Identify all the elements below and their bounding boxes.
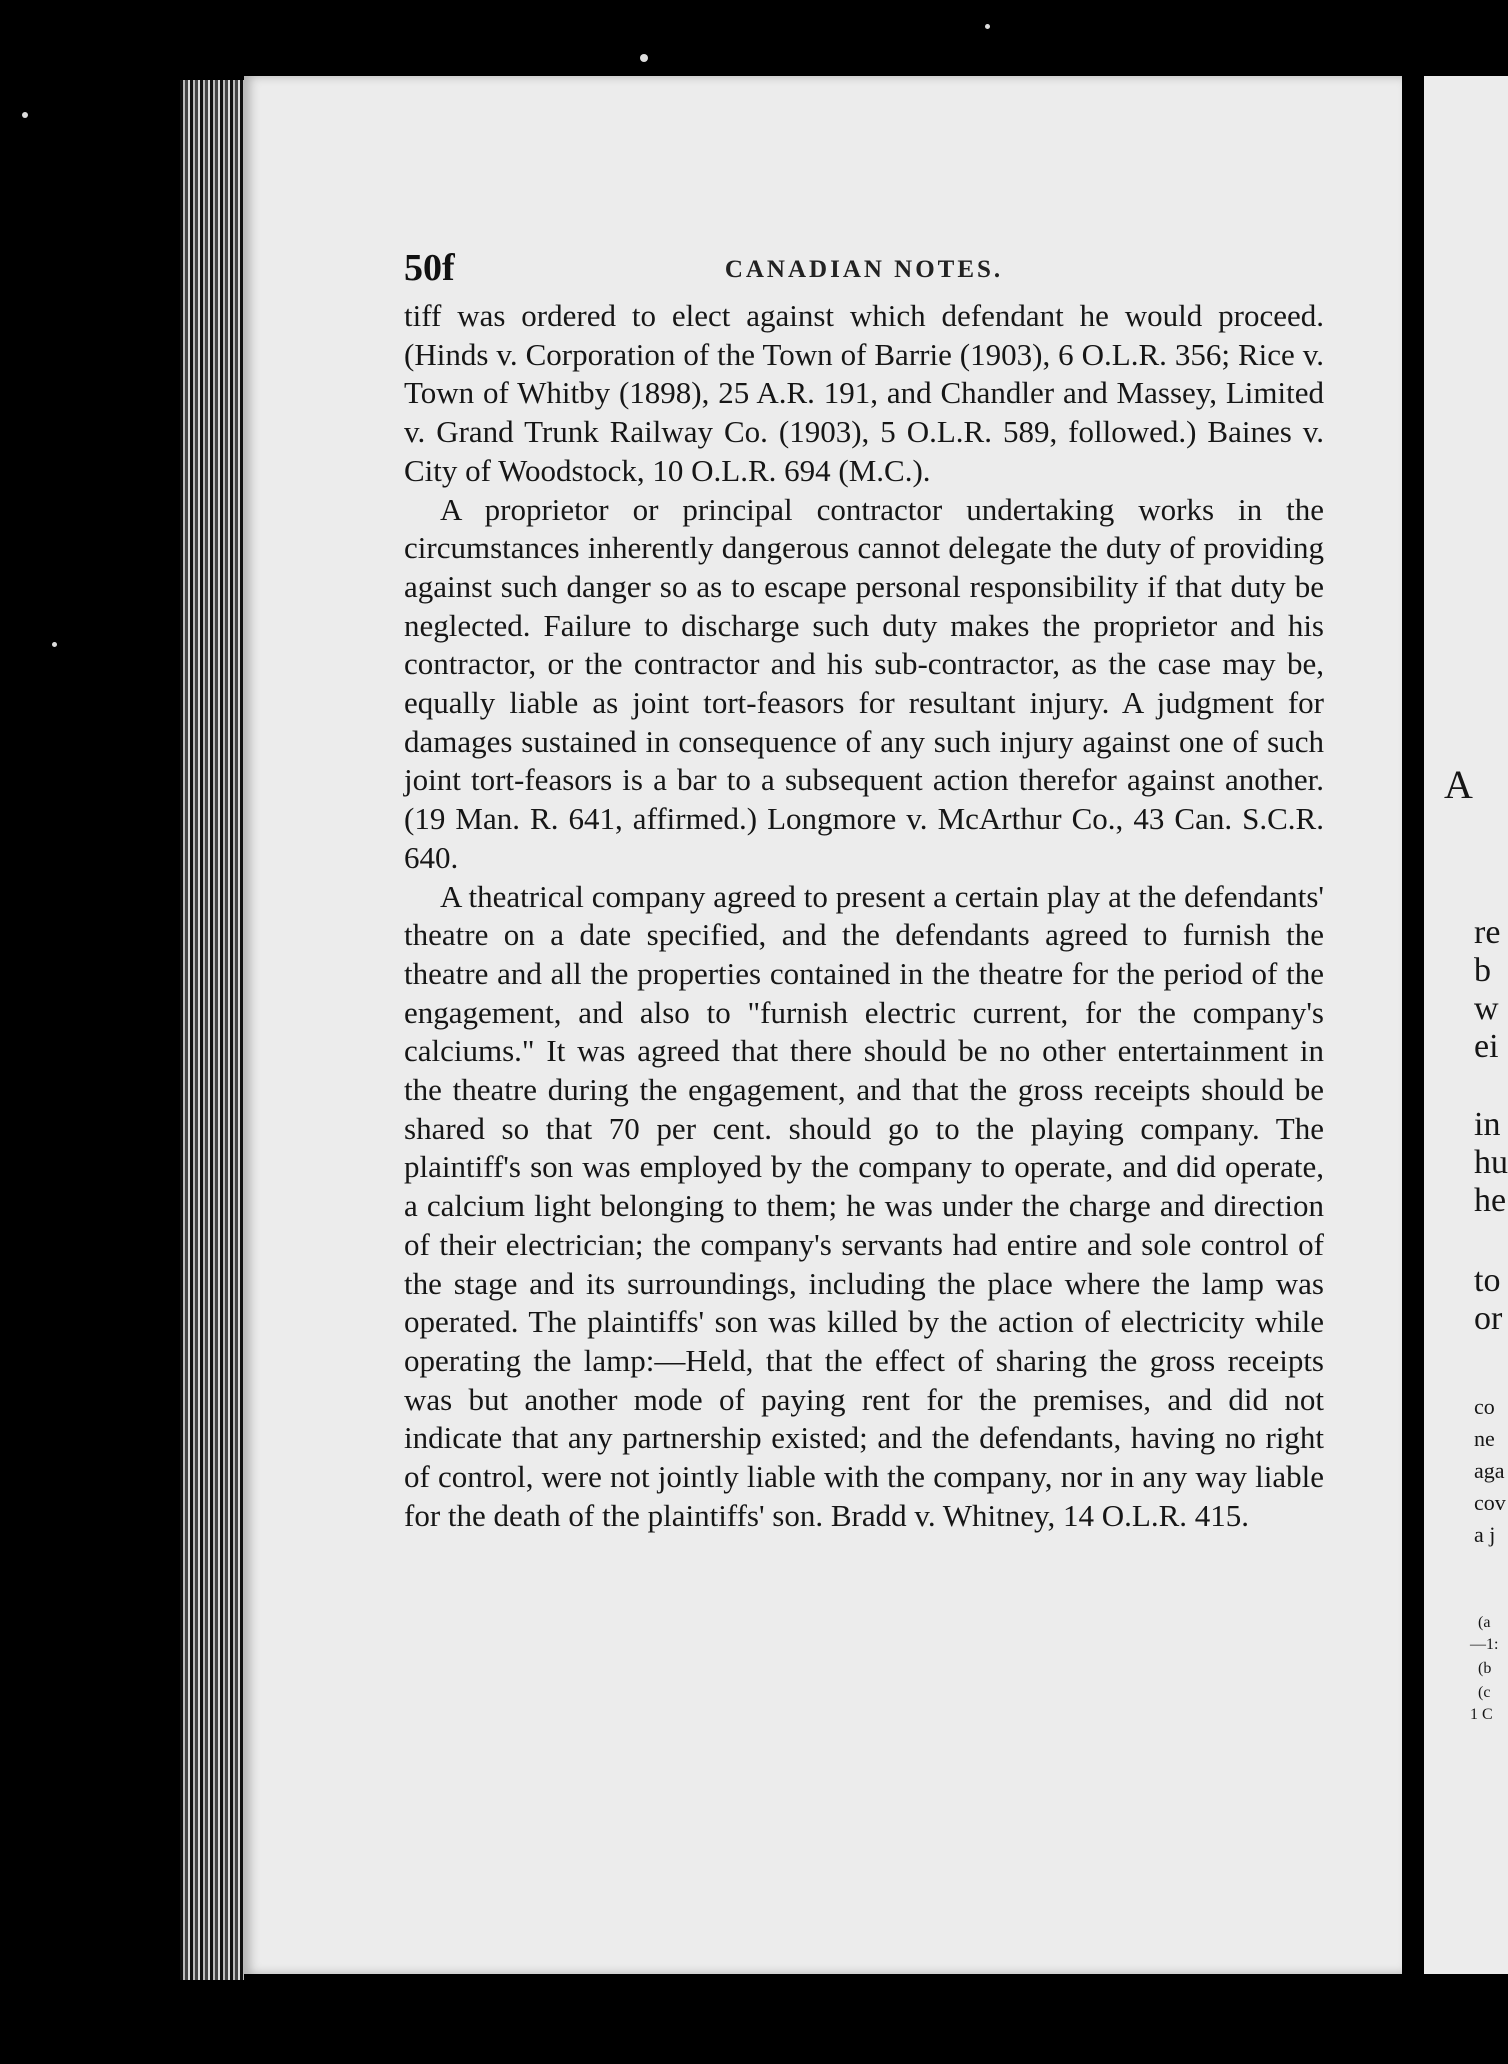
dust-speck [640,54,648,62]
body-text [404,297,1324,1536]
facing-page-fragment: (a [1478,1614,1491,1631]
facing-page-fragment: hu [1474,1144,1508,1181]
facing-page-fragment: or [1474,1300,1503,1337]
facing-page [1424,76,1508,1974]
facing-page-fragment: (b [1478,1660,1492,1677]
facing-page-fragment: 1 C [1470,1706,1493,1723]
facing-page-fragment: re [1474,914,1501,951]
dust-speck [985,24,990,29]
facing-page-fragment: to [1474,1262,1501,1299]
book-page [244,76,1402,1974]
facing-page-fragment: b [1474,952,1491,989]
facing-page-fragment: ei [1474,1028,1499,1065]
facing-page-fragment: he [1474,1182,1507,1219]
facing-page-fragment: in [1474,1106,1501,1143]
facing-page-fragment: cov [1474,1490,1506,1515]
dust-speck [22,112,28,118]
page-number: 50f [404,247,455,289]
page-edges [180,80,244,1980]
running-head: CANADIAN NOTES. [724,256,1004,283]
paragraph: A theatrical company agreed to present a certain play at the defendants' theatre on a date specified, and the defendants agreed to furnish the theatre and all the properties contained in the theatre for the period of the engagement, and also to "furnish electric current, for the company's calciums." It was agreed that there should be no other entertainment in the theatre during the engagement, and that the gross receipts should be shared so that 70 per cent. should go to the playing company. The plaintiff's son was employed by the company to operate, and did operate, a calcium light belonging to them; he was under the charge and direction of their electrician; the company's servants had entire and sole control of the stage and its surroundings, including the place where the lamp was operated. The plaintiffs' son was killed by the action of electricity while operating the lamp:—Held, that the effect of sharing the gross receipts was but another mode of paying rent for the premises, and did not indicate that any partnership existed; and the defendants, having no right of control, were not jointly liable with the company, nor in any way liable for the death of the plaintiffs' son. Bradd v. Whitney, 14 O.L.R. 415. [404,878,1324,1533]
facing-page-fragment: w [1474,990,1499,1027]
facing-page-fragment: a j [1474,1522,1496,1547]
paragraph: tiff was ordered to elect against which defendant he would proceed. (Hinds v. Corporation of the Town of Barrie (1903), 6 O.L.R. 356; Rice v. Town of Whitby (1898), 25 A.R. 191, and Chandler and Massey, Limited v. Grand Trunk Railway Co. (1903), 5 O.L.R. 589, followed.) Baines v. City of Woodstock, 10 O.L.R. 694 (M.C.). [404,298,1324,488]
facing-page-fragment: (c [1478,1684,1491,1701]
facing-page-fragment: —1: [1470,1636,1499,1653]
dust-speck [52,642,57,647]
paragraph: A proprietor or principal contractor undertaking works in the circumstances inherently dangerous cannot delegate the duty of providing against such danger so as to escape personal responsibility if that duty be neglected. Failure to discharge such duty makes the proprietor and his contractor, or the contractor and his sub-contractor, as the case may be, equally liable as joint tort-feasors for resultant injury. A judgment for damages sustained in consequence of any such injury against one of such joint tort-feasors is a bar to a subsequent action therefor against another. (19 Man. R. 641, affirmed.) Longmore v. McArthur Co., 43 Can. S.C.R. 640. [404,491,1324,875]
facing-page-fragment: A [1444,762,1473,807]
facing-page-fragment: aga [1474,1458,1505,1483]
facing-page-fragment: co [1474,1394,1495,1419]
facing-page-fragment: ne [1474,1426,1495,1451]
